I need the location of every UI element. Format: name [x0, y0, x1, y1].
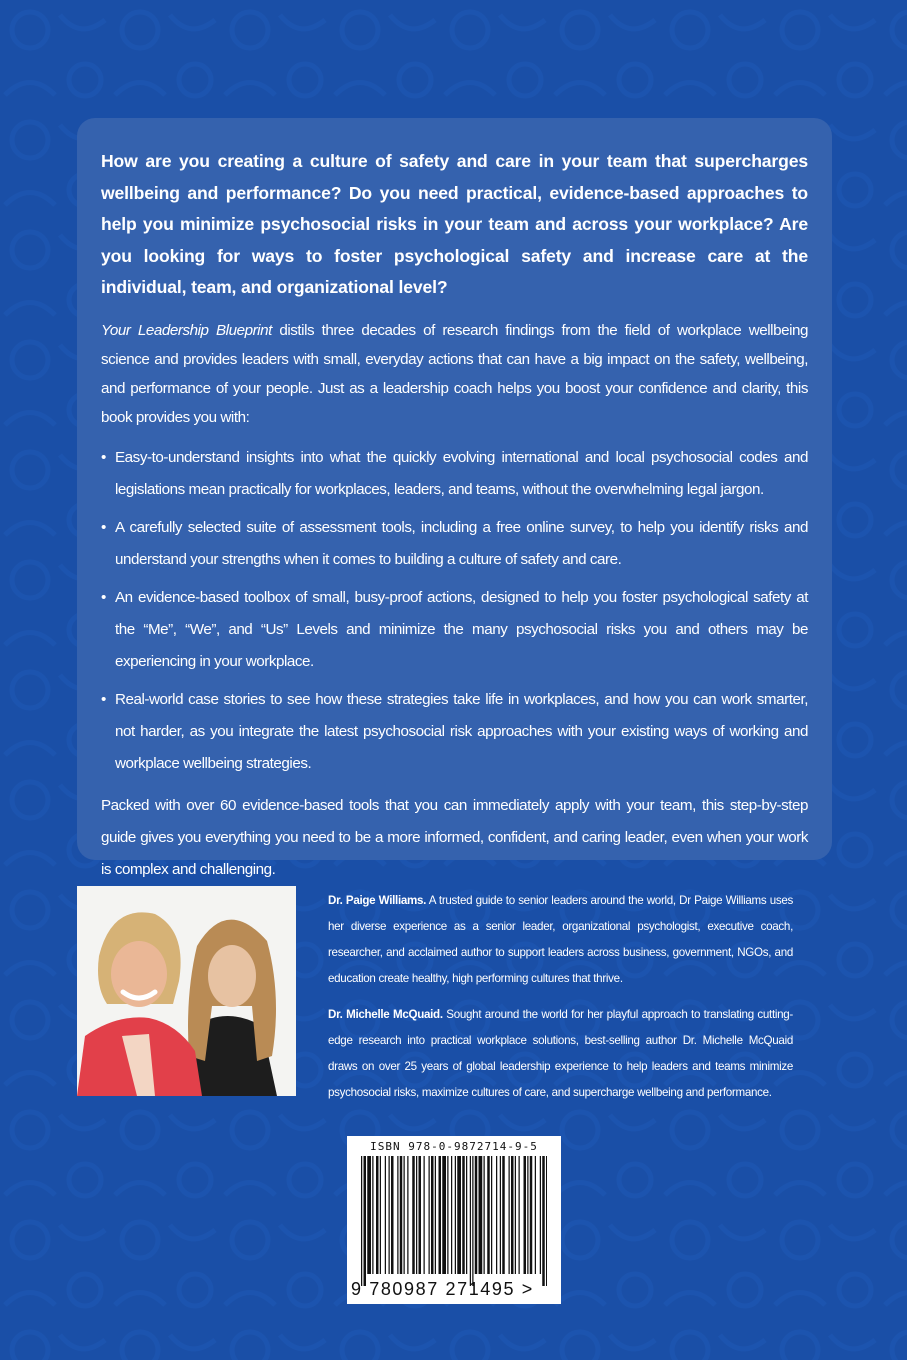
barcode-bar [487, 1156, 490, 1274]
bullet: • [101, 518, 106, 536]
barcode-bar [431, 1156, 434, 1274]
author-bio-text: Sought around the world for her playful approach to translating cutting-edge research into practical workplace solutions, best-selling author Dr. Michelle McQuaid draws on over 25 years of global leadership experience to help leaders and teams minimize psychosocial risks, maximize cultures of care, and supercharge wellbeing and performance. [328, 1008, 793, 1099]
barcode-bar [515, 1156, 516, 1274]
barcode-bar [407, 1156, 408, 1274]
barcode-bar [380, 1156, 381, 1274]
barcode-bar [491, 1156, 492, 1274]
barcode-bar [429, 1156, 430, 1274]
isbn-label: ISBN 978-0-9872714-9-5 [370, 1140, 538, 1153]
barcode-bar [447, 1156, 448, 1274]
barcode-bar [385, 1156, 386, 1274]
barcode-bar [546, 1156, 547, 1286]
authors-photo [77, 886, 296, 1096]
barcode-bar [424, 1156, 425, 1274]
barcode-bar [466, 1156, 467, 1274]
barcode-bar [462, 1156, 465, 1274]
description-panel [77, 118, 832, 878]
list-item: • An evidence-based toolbox of small, busy-proof actions, designed to help you foster psychological safety at the “Me”, “We”, and “Us” Levels and minimize the many psychosocial risks you and others may be experiencing in your workplace. [101, 582, 808, 678]
author-bio [328, 1002, 793, 1106]
book-description [101, 316, 808, 432]
bullet: • [101, 448, 106, 466]
barcode-bar [389, 1156, 390, 1274]
feature-list [101, 442, 808, 780]
author-bios [328, 888, 793, 1116]
barcode-bar [511, 1156, 514, 1274]
barcode-bar [542, 1156, 545, 1286]
barcode-bar [397, 1156, 398, 1274]
barcode-bar [500, 1156, 501, 1274]
list-item: • A carefully selected suite of assessment tools, including a free online survey, to help you identify risks and understand your strengths when it comes to building a culture of safety and care. [101, 512, 808, 576]
barcode-bar [484, 1156, 485, 1274]
barcode-bar [530, 1156, 533, 1274]
barcode-bar [416, 1156, 417, 1274]
bullet: • [101, 588, 106, 606]
barcode-bar [457, 1156, 461, 1274]
barcode-bar [509, 1156, 510, 1274]
closing-paragraph: Packed with over 60 evidence-based tools that you can immediately apply with your team, this step-by-step guide gives you everything you need to be a more informed, confident, and caring leader, even when your work is complex and challenging. [101, 796, 808, 878]
barcode-bar [439, 1156, 442, 1274]
author-name: Dr. Paige Williams. [328, 894, 427, 907]
author-name: Dr. Michelle McQuaid. [328, 1008, 443, 1021]
barcode-bar [361, 1156, 362, 1286]
barcode-bar [524, 1156, 527, 1274]
barcode-bar [376, 1156, 379, 1274]
barcode-bar [400, 1156, 403, 1274]
barcode-bar [404, 1156, 405, 1274]
barcode-bar [364, 1156, 367, 1286]
barcode-bar [535, 1156, 536, 1274]
list-item: • Easy-to-understand insights into what the quickly evolving international and local psychosocial codes and legislations mean practically for workplaces, leaders, and teams, without the overwhelming legal jargon. [101, 442, 808, 506]
barcode-bar [472, 1156, 473, 1286]
barcode-bar [475, 1156, 478, 1274]
barcode-bar [470, 1156, 471, 1286]
barcode-bar [442, 1156, 446, 1274]
barcode-bar [527, 1156, 528, 1274]
barcode-digits: 9 780987 271495 > [351, 1279, 534, 1299]
barcode-bar [412, 1156, 415, 1274]
barcode-bar [479, 1156, 483, 1274]
barcode-bar [435, 1156, 436, 1274]
barcode-bar [451, 1156, 452, 1274]
barcode-bar [502, 1156, 505, 1274]
barcode-bar [540, 1156, 541, 1274]
bullet: • [101, 690, 106, 708]
author-bio [328, 888, 793, 992]
barcode-bar [391, 1156, 394, 1274]
intro-questions: How are you creating a culture of safety and care in your team that supercharges wellbeing and performance? Do you need practical, evidence-based approaches to help you minimize psychosocial risks in your team and across your workplace? Are you looking for ways to foster psychological safety and increase care at the individual, team, and organizational level? [101, 151, 808, 297]
barcode-bars [361, 1156, 547, 1286]
isbn-barcode [347, 1136, 561, 1304]
author-bio-text: A trusted guide to senior leaders around the world, Dr Paige Williams uses her diverse experience as a senior leader, organizational psychologist, executive coach, researcher, and acclaimed author to support leaders across business, government, NGOs, and education create healthy, high performing cultures that thrive. [328, 894, 793, 985]
list-item: • Real-world case stories to see how these strategies take life in workplaces, and how you can work smarter, not harder, as you integrate the latest psychosocial risk approaches with your existing ways of working and workplace wellbeing strategies. [101, 684, 808, 780]
barcode-bar [419, 1156, 422, 1274]
barcode-bar [367, 1156, 371, 1274]
barcode-bar [372, 1156, 373, 1274]
book-title: Your Leadership Blueprint [101, 321, 272, 339]
barcode-bar [519, 1156, 520, 1274]
barcode-bar [455, 1156, 456, 1274]
barcode-bar [496, 1156, 497, 1274]
description-text: distils three decades of research findings from the field of workplace wellbeing science and provides leaders with small, everyday actions that can have a big impact on the safety, wellbeing, and performance of your people. Just as a leadership coach helps you boost your confidence and clarity, this book provides you with: [101, 321, 808, 426]
